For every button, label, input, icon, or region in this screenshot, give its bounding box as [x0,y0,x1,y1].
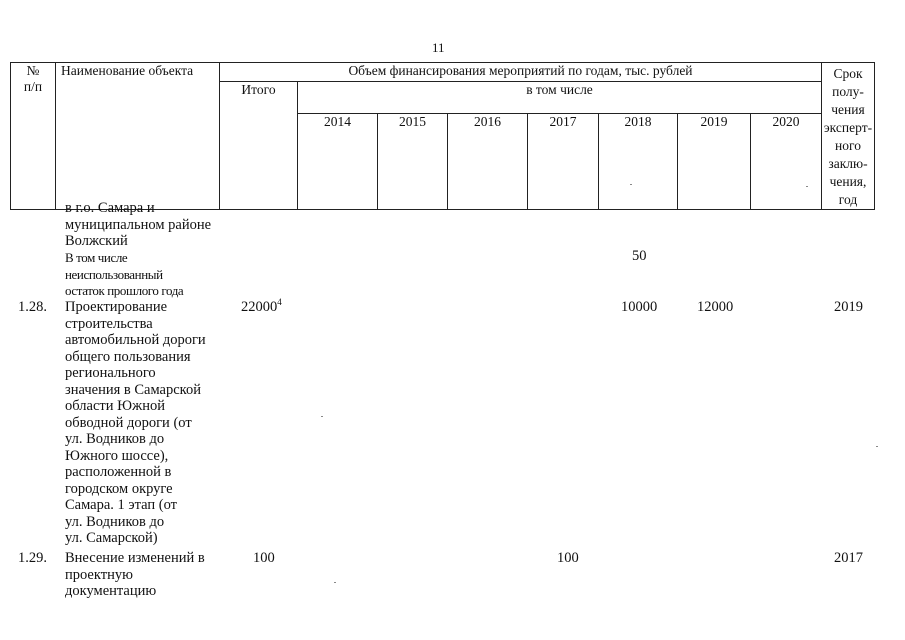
year-2019-header: 2019 [678,114,751,210]
row-1-28-name: Проектирование строительства автомобильной дороги общего пользования регионального значения в Самарской области Южной обводной дороги (от ул. Водников до Южного шоссе), расположенной в городском округе Самара. 1 этап (от ул. Водников до ул. Самарской) [65,299,206,546]
scan-speck [334,582,336,583]
year-2014-header: 2014 [298,114,378,210]
row-1-28-2019-value: 12000 [697,299,734,315]
row-1-29-number: 1.29. [18,550,47,566]
continuation-2018-value: 50 [632,248,647,264]
col-name-header: Наименование объекта [56,63,220,210]
year-2017-header: 2017 [528,114,599,210]
row-1-28-deadline: 2019 [834,299,863,315]
row-1-29-name: Внесение изменений в проектную документацию [65,550,205,599]
scan-speck [630,184,632,185]
row-1-29-total: 100 [253,550,275,566]
row-1-29-2017-value: 100 [557,550,579,566]
continuation-sub-label: В том числе неиспользованный остаток прошлого года [65,250,184,298]
scan-speck [321,416,323,417]
year-2018-header: 2018 [599,114,678,210]
col-num-header: № п/п [11,63,56,210]
scan-speck [806,186,808,187]
col-deadline-header: Срок полу- чения эксперт- ного заклю- чения, год [822,63,875,210]
year-2016-header: 2016 [448,114,528,210]
row-1-28-2018-value: 10000 [621,299,658,315]
continuation-name: в г.о. Самара и муниципальном районе Волжский [65,200,212,249]
col-including-header: в том числе [298,82,822,114]
footnote-marker: 4 [277,297,282,308]
scan-speck [876,446,878,447]
year-2020-header: 2020 [751,114,822,210]
page-number: 11 [432,40,445,55]
col-financing-header: Объем финансирования мероприятий по годам, тыс. рублей [220,63,822,82]
row-1-28-total: 22000$^4$ [241,297,282,315]
row-1-28-number: 1.28. [18,299,47,315]
table-header [10,62,875,210]
col-total-header: Итого [220,82,298,210]
year-2015-header: 2015 [378,114,448,210]
row-1-29-deadline: 2017 [834,550,863,566]
